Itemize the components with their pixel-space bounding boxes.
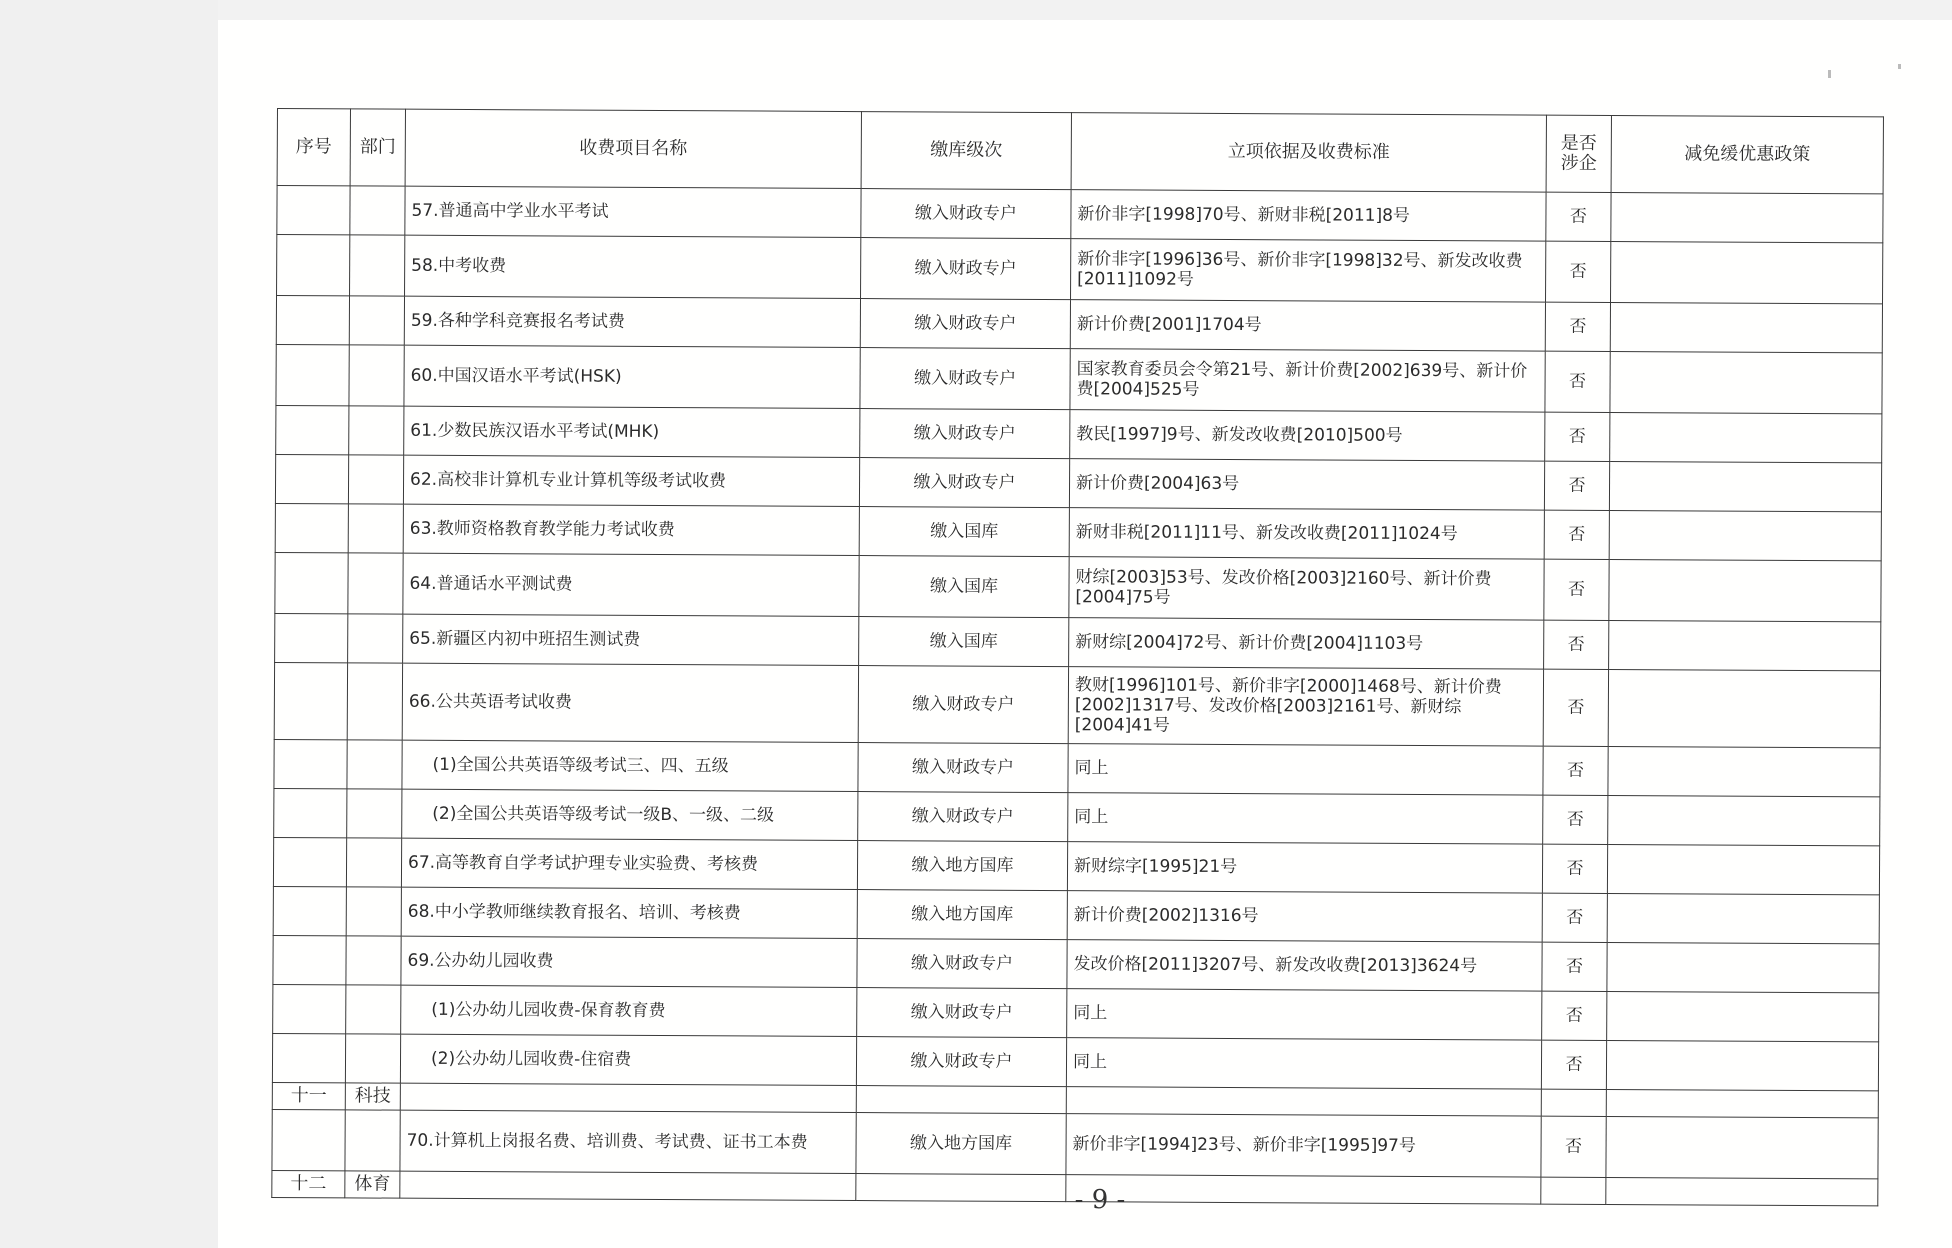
fee-basis: 同上 [1068,744,1543,795]
fee-enterprise: 否 [1545,351,1610,412]
fee-level: 缴入财政专户 [857,988,1067,1038]
table-row [275,503,1881,560]
fee-name: 65.新疆区内初中班招生测试费 [403,614,859,665]
table-row [273,984,1879,1041]
table-row [277,186,1883,243]
table-row [273,935,1879,992]
fee-basis: 新价非字[1998]70号、新财非税[2011]8号 [1071,190,1546,241]
fee-enterprise: 否 [1544,620,1609,669]
fee-basis: 同上 [1067,989,1542,1040]
fee-basis: 财综[2003]53号、发改价格[2003]2160号、新计价费[2004]75号 [1069,557,1544,620]
category-dept: 体育 [345,1171,400,1198]
fee-name: (1)全国公共英语等级考试三、四、五级 [402,740,858,791]
table-row [274,788,1880,845]
category-dept: 科技 [345,1083,400,1110]
fee-name: 59.各种学科竞赛报名考试费 [404,296,860,347]
fee-level: 缴入财政专户 [860,348,1070,410]
fee-level: 缴入地方国库 [857,890,1067,940]
table-row [272,1109,1878,1178]
fee-enterprise: 否 [1542,942,1607,991]
fee-enterprise: 否 [1542,991,1607,1040]
fee-enterprise: 否 [1541,1040,1606,1089]
fee-basis: 新财综字[1995]21号 [1067,842,1542,893]
fee-basis: 新计价费[2004]63号 [1069,459,1544,510]
fee-enterprise: 否 [1543,669,1608,746]
header-no: 序号 [277,109,350,186]
table-row [274,739,1880,796]
fee-basis: 新计价费[2001]1704号 [1070,300,1545,351]
fee-name: 66.公共英语考试收费 [402,663,858,742]
table-row [275,552,1881,621]
fee-level: 缴入财政专户 [858,666,1068,744]
table-row [276,296,1882,353]
scan-top-margin [218,0,1952,20]
fee-level: 缴入财政专户 [861,189,1071,239]
fee-name: 61.少数民族汉语水平考试(MHK) [404,406,860,457]
fee-enterprise: 否 [1542,893,1607,942]
table-header-row [277,109,1883,194]
fee-enterprise: 否 [1543,746,1608,795]
scan-left-margin [0,0,218,1248]
fee-level: 缴入财政专户 [860,299,1070,349]
fee-name: (2)全国公共英语等级考试一级B、一级、二级 [402,789,858,840]
fee-basis: 新财综[2004]72号、新计价费[2004]1103号 [1069,618,1544,669]
fee-name: (1)公办幼儿园收费-保育教育费 [401,985,857,1036]
fee-enterprise: 否 [1546,192,1611,241]
fee-enterprise: 否 [1541,1116,1606,1177]
table-row [274,662,1880,747]
fee-basis: 新价非字[1994]23号、新价非字[1995]97号 [1066,1114,1541,1177]
fee-enterprise: 否 [1545,412,1610,461]
fee-enterprise: 否 [1544,559,1609,620]
table-row [273,886,1879,943]
fee-enterprise: 否 [1544,461,1609,510]
category-no: 十一 [272,1082,345,1109]
fee-basis: 新计价费[2002]1316号 [1067,891,1542,942]
table-row [272,1033,1878,1090]
fee-name: 64.普通话水平测试费 [403,553,859,616]
fee-basis: 同上 [1066,1038,1541,1089]
fee-table [271,108,1884,1206]
header-level: 缴库级次 [861,112,1071,190]
fee-name: 69.公办幼儿园收费 [401,936,857,987]
fee-level: 缴入财政专户 [861,238,1071,300]
fee-level: 缴入财政专户 [857,939,1067,989]
fee-name: 63.教师资格教育教学能力考试收费 [403,504,859,555]
fee-enterprise: 否 [1545,302,1610,351]
fee-basis: 新财非税[2011]11号、新发改收费[2011]1024号 [1069,508,1544,559]
fee-name: 67.高等教育自学考试护理专业实验费、考核费 [401,838,857,889]
header-name: 收费项目名称 [405,109,861,188]
table-row [276,344,1882,413]
fee-name: 62.高校非计算机专业计算机等级考试收费 [403,455,859,506]
header-enterprise: 是否 涉企 [1546,115,1611,192]
fee-name: 57.普通高中学业水平考试 [405,186,861,237]
fee-name: 60.中国汉语水平考试(HSK) [404,345,860,408]
table-row [276,405,1882,462]
fee-basis: 国家教育委员会令第21号、新计价费[2002]639号、新计价费[2004]525号 [1070,349,1545,412]
scan-speck [1898,64,1901,69]
fee-basis: 同上 [1068,793,1543,844]
fee-level: 缴入财政专户 [858,743,1068,793]
fee-level: 缴入财政专户 [856,1037,1066,1087]
fee-basis: 教财[1996]101号、新价非字[2000]1468号、新计价费[2002]1317号、发改价格[2003]2161号、新财综[2004]41号 [1068,667,1543,746]
table-row [273,837,1879,894]
table-row [275,613,1881,670]
page-number: - 9 - [1074,1185,1126,1215]
fee-level: 缴入地方国库 [856,1113,1066,1175]
scan-speck [1828,70,1831,78]
header-dept: 部门 [350,109,405,186]
fee-basis: 发改价格[2011]3207号、新发改收费[2013]3624号 [1067,940,1542,991]
fee-basis: 新价非字[1996]36号、新价非字[1998]32号、新发改收费[2011]1092号 [1071,239,1546,302]
fee-level: 缴入国库 [859,556,1069,618]
fee-enterprise: 否 [1543,795,1608,844]
fee-level: 缴入国库 [859,617,1069,667]
fee-level: 缴入财政专户 [858,792,1068,842]
fee-enterprise: 否 [1544,510,1609,559]
fee-basis: 教民[1997]9号、新发改收费[2010]500号 [1070,410,1545,461]
table-row [275,454,1881,511]
category-no: 十二 [272,1170,345,1197]
header-basis: 立项依据及收费标准 [1071,113,1546,192]
fee-level: 缴入财政专户 [860,409,1070,459]
fee-name: (2)公办幼儿园收费-住宿费 [400,1034,856,1085]
fee-level: 缴入地方国库 [857,841,1067,891]
fee-enterprise: 否 [1546,241,1611,302]
fee-level: 缴入国库 [859,507,1069,557]
table-row [277,235,1883,304]
fee-name: 70.计算机上岗报名费、培训费、考试费、证书工本费 [400,1110,856,1173]
header-policy: 减免缓优惠政策 [1611,115,1883,193]
fee-name: 68.中小学教师继续教育报名、培训、考核费 [401,887,857,938]
fee-name: 58.中考收费 [405,235,861,298]
fee-enterprise: 否 [1542,844,1607,893]
fee-level: 缴入财政专户 [859,458,1069,508]
